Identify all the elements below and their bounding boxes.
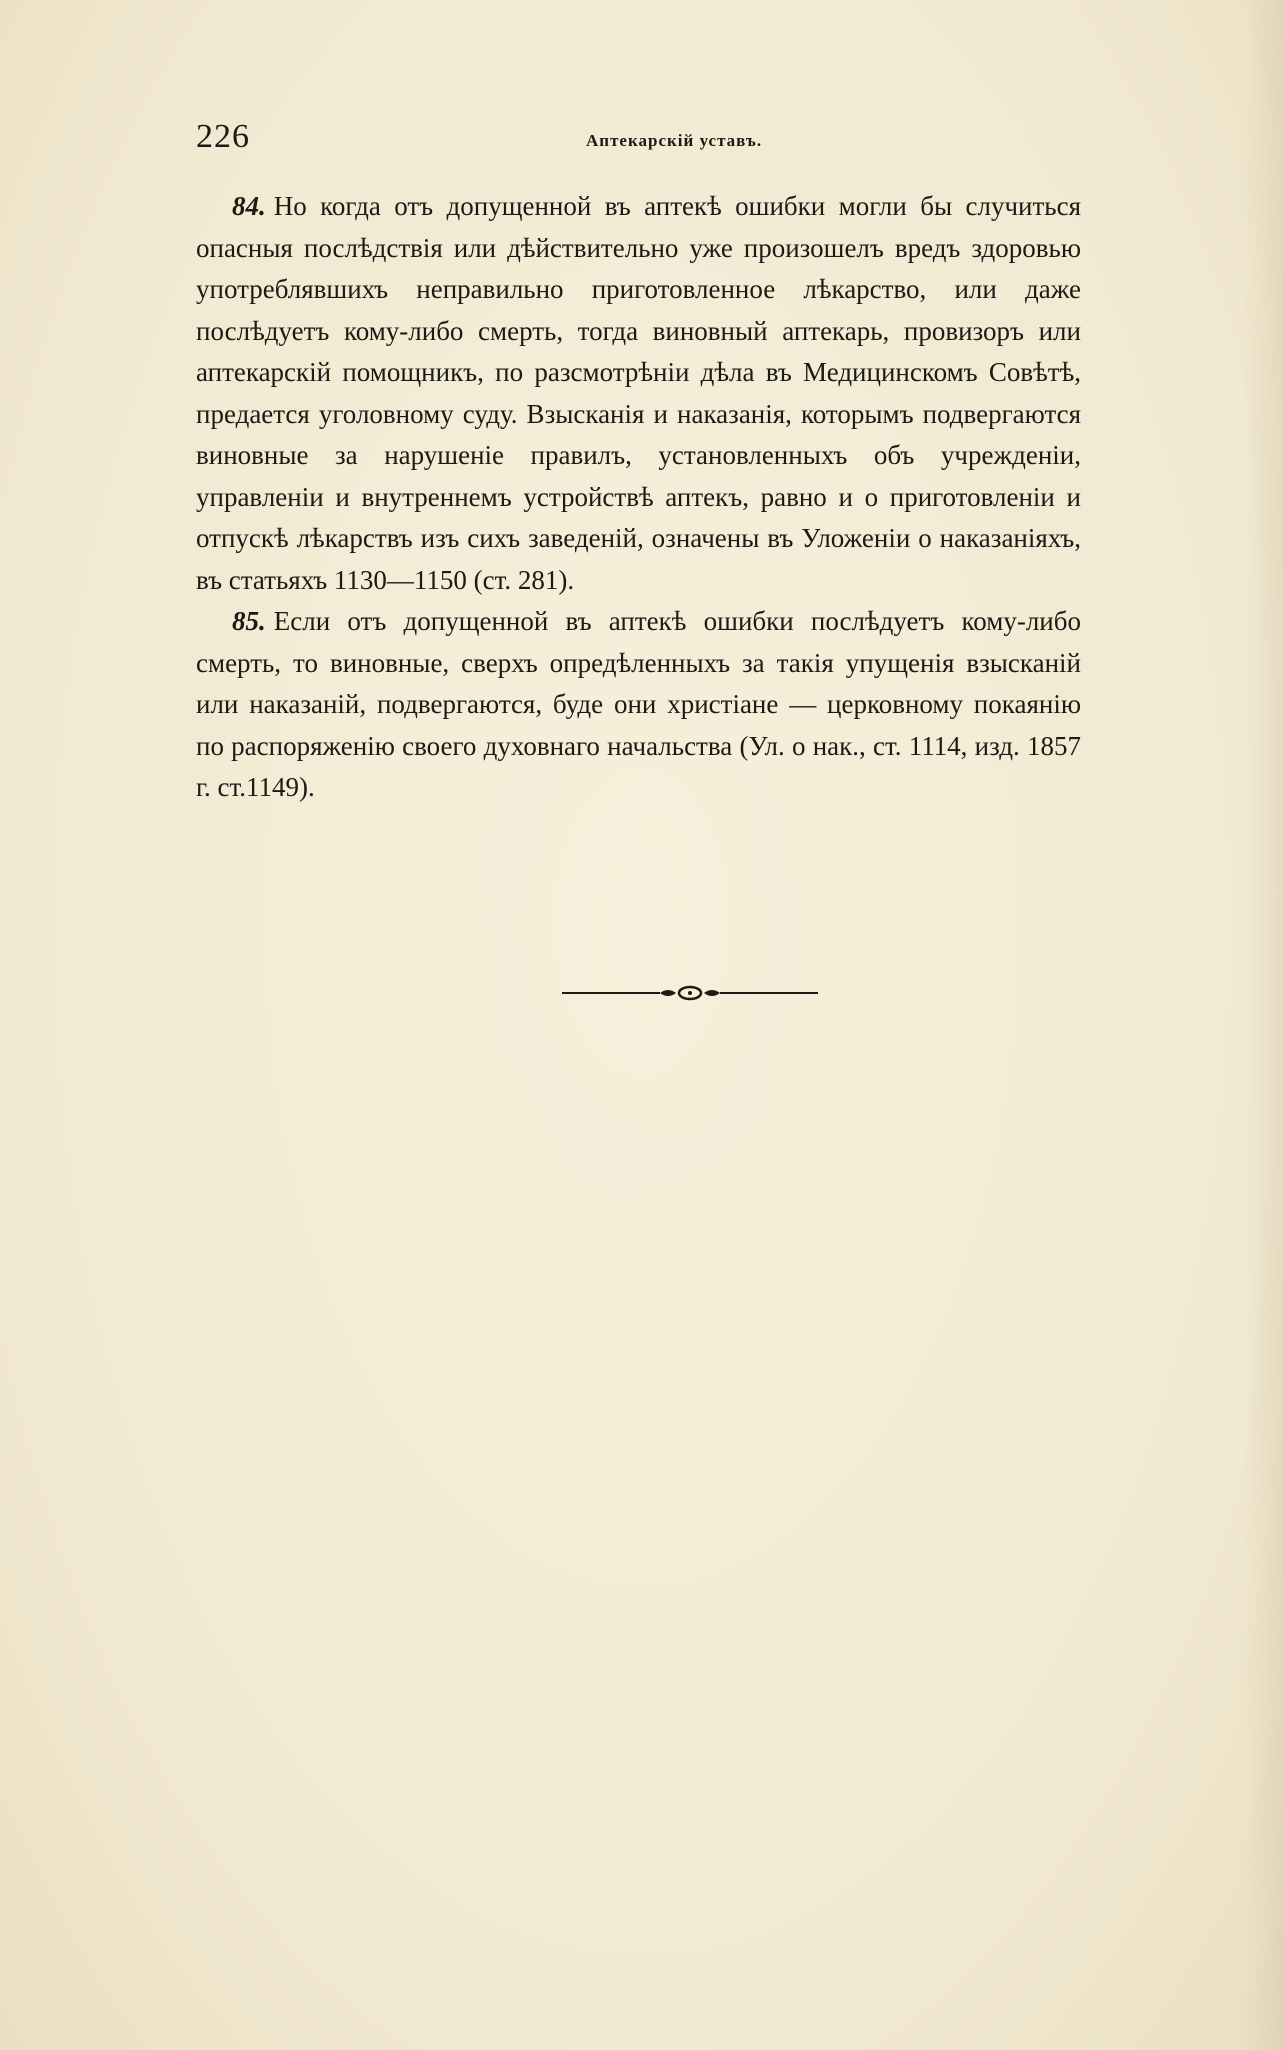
page-edge-shadow	[1243, 0, 1283, 2050]
paragraph-number: 85.	[232, 606, 266, 636]
paragraph-number: 84.	[232, 191, 266, 221]
page-header	[196, 118, 1081, 158]
body-text	[196, 186, 1081, 809]
paragraph-text: Если отъ допущенной въ аптекѣ ошибки послѣдуетъ кому-либо смерть, то виновные, сверхъ опредѣленныхъ за такія упущенія взысканій или наказаній, подвергаются, буде они христіане — церковному покаянію по распоряженію своего духовнаго начальства (Ул. о нак., ст. 1114, изд. 1857 г. ст.1149).	[196, 606, 1081, 802]
end-ornament	[560, 983, 820, 1003]
paragraph-84	[196, 186, 1081, 601]
page-number: 226	[196, 118, 250, 155]
paragraph-text: Но когда отъ допущенной въ аптекѣ ошибки могли бы случиться опасныя послѣдствія или дѣйствительно уже произошелъ вредъ здоровью употреблявшихъ неправильно приготовленное лѣкарство, или даже послѣдуетъ кому-либо смерть, тогда виновный аптекарь, провизоръ или аптекарскій помощникъ, по разсмотрѣніи дѣла въ Медицинскомъ Совѣтѣ, предается уголовному суду. Взысканія и наказанія, которымъ подвергаются виновные за нарушеніе правилъ, установленныхъ объ учрежденіи, управленіи и внутреннемъ устройствѣ аптекъ, равно и о приготовленіи и отпускѣ лѣкарствъ изъ сихъ заведеній, означены въ Уложеніи о наказаніяхъ, въ статьяхъ 1130—1150 (ст. 281).	[196, 191, 1081, 595]
paragraph-85	[196, 601, 1081, 809]
running-title: Аптекарскій уставъ.	[586, 131, 763, 150]
